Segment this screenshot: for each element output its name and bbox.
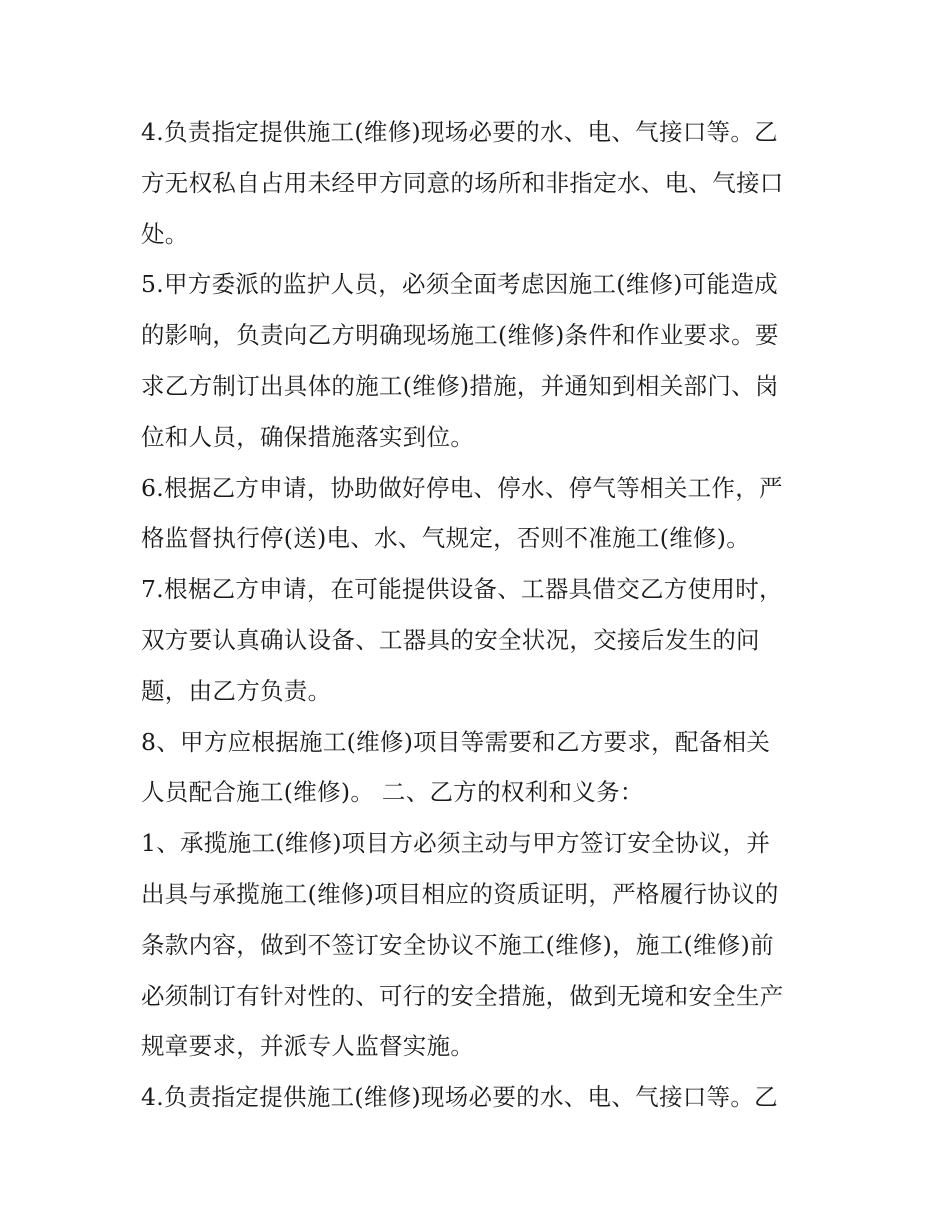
text-line: 双方要认真确认设备、工器具的安全状况，交接后发生的问	[141, 625, 760, 654]
text-line: 处。	[141, 219, 189, 248]
text-line: 条款内容，做到不签订安全协议不施工(维修)，施工(维修)前	[141, 930, 774, 959]
text-line: 题，由乙方负责。	[141, 676, 332, 705]
text-line: 的影响，负责向乙方明确现场施工(维修)条件和作业要求。要	[141, 321, 779, 350]
text-line: 出具与承揽施工(维修)项目相应的资质证明，严格履行协议的	[141, 879, 779, 908]
text-line: 必须制订有针对性的、可行的安全措施，做到无境和安全生产	[141, 981, 784, 1010]
text-line: 规章要求，并派专人监督实施。	[141, 1032, 475, 1061]
text-line: 4.负责指定提供施工(维修)现场必要的水、电、气接口等。乙	[141, 1083, 778, 1112]
text-line: 8、甲方应根据施工(维修)项目等需要和乙方要求，配备相关	[141, 727, 771, 756]
document-body	[141, 107, 821, 1123]
text-line: 4.负责指定提供施工(维修)现场必要的水、电、气接口等。乙	[141, 118, 778, 146]
text-line: 7.根椐乙方申请，在可能提供设备、工器具借交乙方使用时，	[141, 575, 783, 604]
text-line: 方无权私自占用未经甲方同意的场所和非指定水、电、气接口	[141, 168, 784, 197]
text-line: 位和人员，确保措施落实到位。	[141, 422, 475, 451]
text-line: 求乙方制订出具体的施工(维修)措施，并通知到相关部门、岗	[141, 371, 779, 400]
text-line: 人员配合施工(维修)。 二、乙方的权利和义务：	[141, 778, 644, 807]
text-line: 6.根据乙方申请，协助做好停电、停水、停气等相关工作，严	[141, 473, 783, 502]
text-line: 格监督执行停(送)电、水、气规定，否则不准施工(维修)。	[141, 524, 751, 553]
text-line: 1、承揽施工(维修)项目方必须主动与甲方签订安全协议，并	[141, 829, 771, 858]
text-line: 5.甲方委派的监护人员，必须全面考虑因施工(维修)可能造成	[141, 270, 778, 299]
